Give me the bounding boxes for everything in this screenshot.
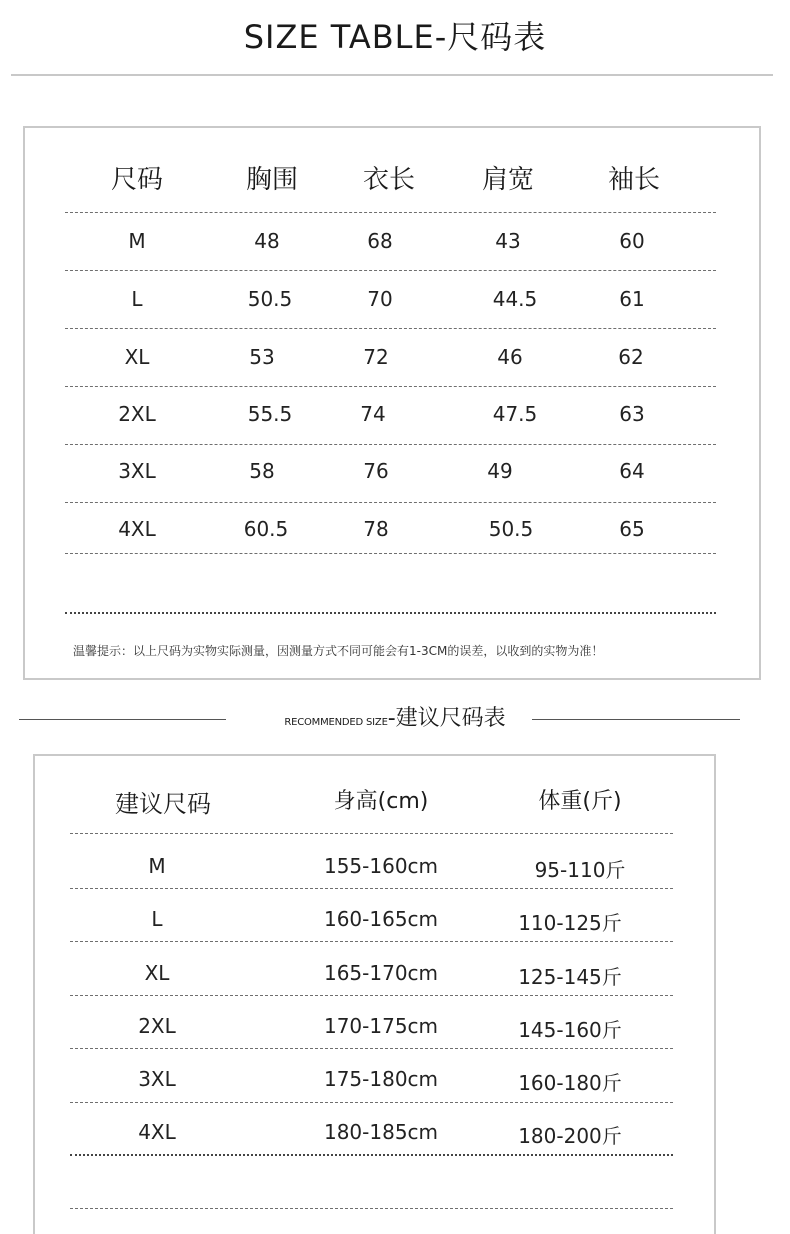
header-height: 身高(cm) — [333, 789, 429, 814]
header-sleeve: 袖长 — [607, 165, 661, 195]
row-divider — [65, 612, 716, 614]
header-length: 衣长 — [362, 165, 416, 195]
size-cell: 60.5 — [243, 517, 289, 541]
header-weight: 体重(斤) — [538, 789, 622, 814]
header-chest: 胸围 — [245, 165, 299, 195]
recommended-cell: 165-170cm — [323, 961, 439, 985]
size-cell: 4XL — [118, 517, 156, 541]
recommended-table-box — [33, 754, 716, 1234]
recommended-cell: 125-145斤 — [518, 965, 622, 989]
size-cell: 48 — [254, 229, 280, 253]
recommended-cell: L — [151, 907, 163, 931]
recommended-cell: 160-165cm — [323, 907, 439, 931]
recommended-title-en: RECOMMENDED SIZE — [284, 717, 388, 728]
size-cell: 44.5 — [492, 287, 538, 311]
size-cell: 64 — [619, 459, 645, 483]
size-cell: 72 — [363, 345, 389, 369]
row-divider — [70, 1102, 673, 1103]
row-divider — [70, 995, 673, 996]
recommended-cell: 3XL — [138, 1067, 176, 1091]
recommended-cell: 155-160cm — [323, 854, 439, 878]
header-size: 尺码 — [110, 165, 164, 195]
size-cell: 70 — [367, 287, 393, 311]
page-title: SIZE TABLE-尺码表 — [243, 18, 547, 56]
title-divider — [11, 74, 773, 76]
size-cell: 65 — [619, 517, 645, 541]
size-cell: 76 — [363, 459, 389, 483]
size-cell: L — [131, 287, 143, 311]
size-cell: 58 — [249, 459, 275, 483]
recommended-cell: XL — [144, 961, 170, 985]
row-divider — [65, 553, 716, 554]
row-divider — [70, 1208, 673, 1209]
row-divider — [65, 328, 716, 329]
row-divider — [70, 1154, 673, 1156]
row-divider — [65, 502, 716, 503]
size-cell: 50.5 — [247, 287, 293, 311]
row-divider — [70, 1048, 673, 1049]
size-cell: 2XL — [118, 402, 156, 426]
size-cell: 68 — [367, 229, 393, 253]
size-cell: 74 — [360, 402, 386, 426]
size-cell: 49 — [487, 459, 513, 483]
size-cell: 62 — [618, 345, 644, 369]
size-cell: XL — [124, 345, 150, 369]
recommended-cell: 145-160斤 — [518, 1018, 622, 1042]
recommended-cell: 4XL — [138, 1120, 176, 1144]
recommended-cell: 170-175cm — [323, 1014, 439, 1038]
row-divider — [65, 270, 716, 271]
header-shoulder: 肩宽 — [481, 165, 535, 195]
row-divider — [70, 833, 673, 834]
size-note: 温馨提示：以上尺码为实物实际测量，因测量方式不同可能会有1-3CM的误差，以收到的实物为准！ — [73, 644, 604, 658]
size-cell: 46 — [497, 345, 523, 369]
recommended-cell: 180-185cm — [323, 1120, 439, 1144]
recommended-cell: M — [148, 854, 166, 878]
row-divider — [65, 386, 716, 387]
recommended-cell: 175-180cm — [323, 1067, 439, 1091]
size-cell: M — [128, 229, 146, 253]
size-cell: 3XL — [118, 459, 156, 483]
recommended-cell: 180-200斤 — [518, 1124, 622, 1148]
recommended-title-cn: -建议尺码表 — [387, 706, 506, 731]
row-divider — [70, 888, 673, 889]
size-cell: 53 — [249, 345, 275, 369]
size-cell: 50.5 — [488, 517, 534, 541]
recommended-cell: 2XL — [138, 1014, 176, 1038]
size-cell: 55.5 — [247, 402, 293, 426]
size-cell: 47.5 — [492, 402, 538, 426]
row-divider — [65, 444, 716, 445]
row-divider — [70, 941, 673, 942]
recommended-cell: 160-180斤 — [518, 1071, 622, 1095]
row-divider — [65, 212, 716, 213]
size-cell: 78 — [363, 517, 389, 541]
size-cell: 63 — [619, 402, 645, 426]
size-cell: 60 — [619, 229, 645, 253]
recommended-cell: 110-125斤 — [518, 911, 622, 935]
recommended-cell: 95-110斤 — [534, 858, 626, 882]
size-cell: 61 — [619, 287, 645, 311]
size-cell: 43 — [495, 229, 521, 253]
header-recommended-size: 建议尺码 — [115, 790, 211, 818]
recommended-title — [0, 701, 790, 732]
